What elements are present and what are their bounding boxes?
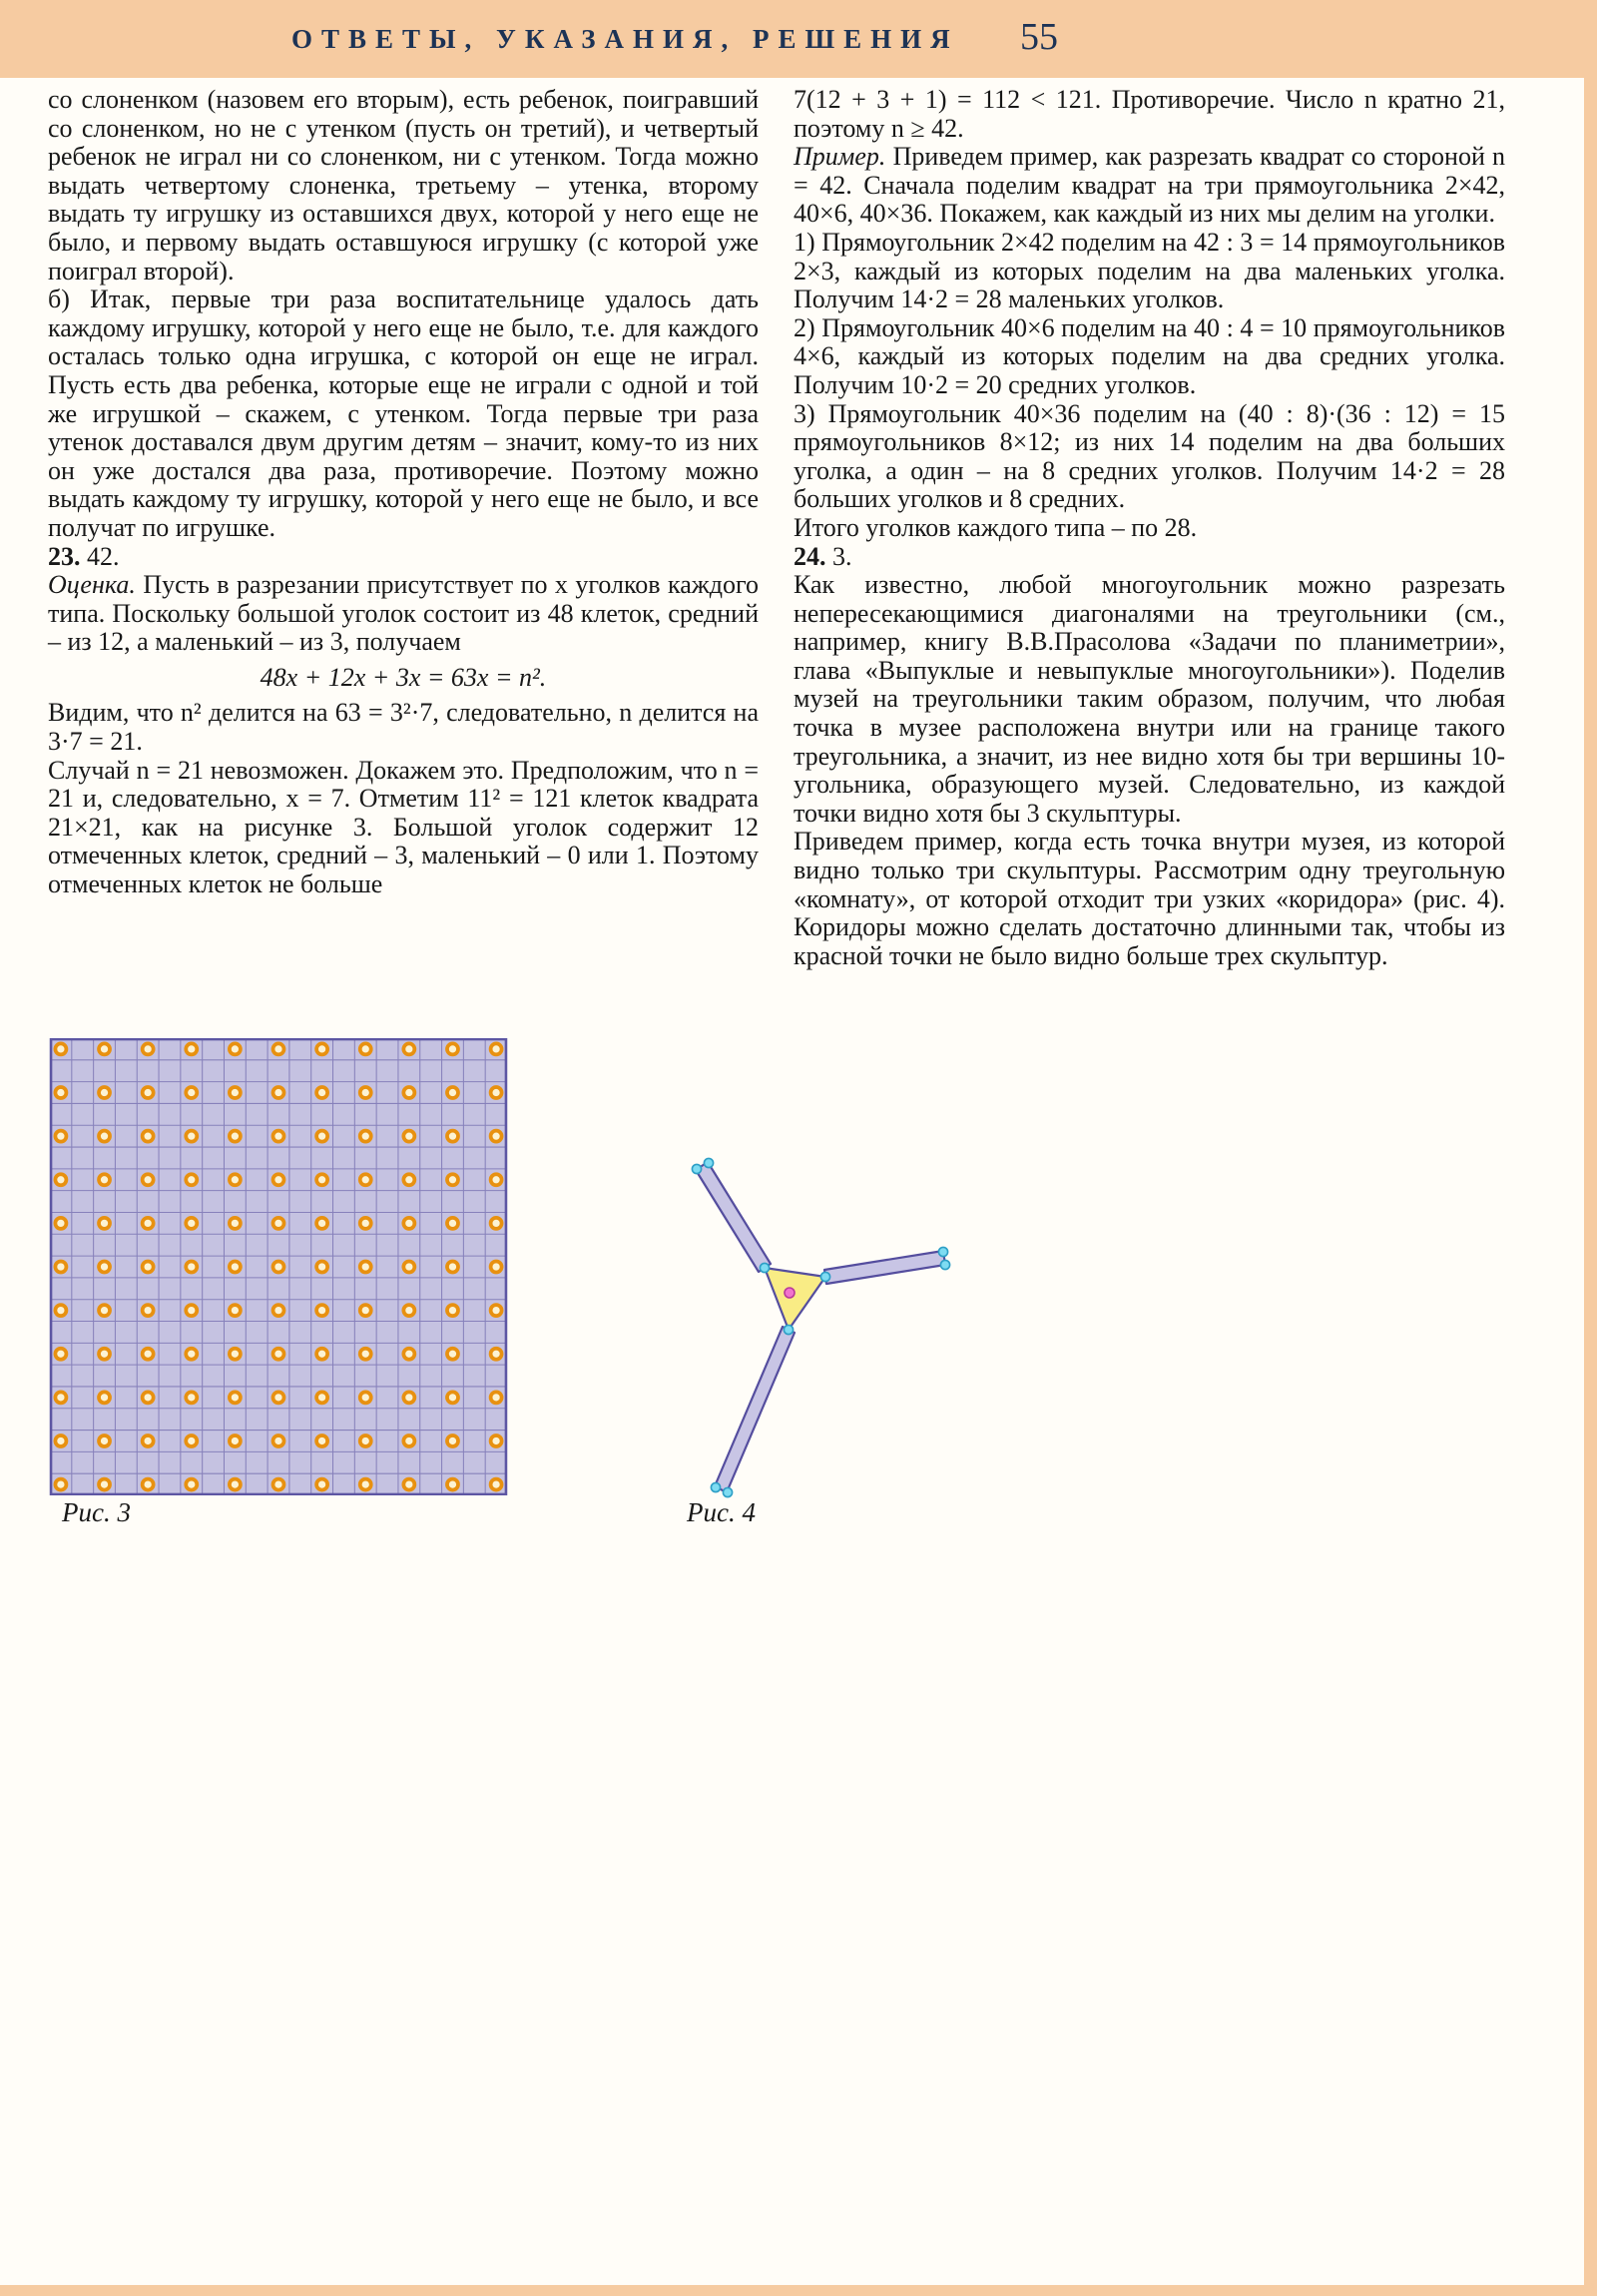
- marked-cell-dot: [55, 1479, 66, 1490]
- answer-text: 42.: [87, 541, 120, 571]
- marked-cell-dot: [272, 1174, 283, 1185]
- marked-cell-dot: [230, 1435, 241, 1446]
- marked-cell-dot: [272, 1479, 283, 1490]
- marked-cell-dot: [99, 1218, 110, 1229]
- marked-cell-dot: [99, 1435, 110, 1446]
- marked-cell-dot: [403, 1392, 414, 1403]
- page-number: 55: [1020, 16, 1058, 58]
- marked-cell-dot: [491, 1174, 502, 1185]
- marked-cell-dot: [316, 1392, 327, 1403]
- marked-cell-dot: [143, 1392, 154, 1403]
- marked-cell-dot: [360, 1218, 371, 1229]
- text-paragraph: [48, 571, 759, 657]
- paragraph-text: Приведем пример, как разрезать квадрат со стороной n = 42. Сначала поделим квадрат на три прямоугольника 2×42, 40×6, 40×36. Покажем, как каждый из них мы делим на уголки.: [794, 142, 1506, 229]
- text-paragraph: Приведем пример, когда есть точка внутри музея, из которой видно только три скульптуры. Рассмотрим одну треугольную «комнату», от которой отходит три узких «коридора» (рис. 4). Коридоры можно сделать достаточно длинными так, чтобы из красной точки не было видно больше трех скульптур.: [794, 827, 1505, 970]
- marked-cell-dot: [403, 1174, 414, 1185]
- marked-cell-dot: [272, 1043, 283, 1054]
- marked-cell-dot: [230, 1392, 241, 1403]
- marked-cell-dot: [272, 1131, 283, 1142]
- figure-4-drawing: [639, 1146, 978, 1505]
- red-point-dot: [785, 1288, 795, 1298]
- marked-cell-dot: [491, 1261, 502, 1272]
- text-paragraph: 7(12 + 3 + 1) = 112 < 121. Противоречие. Число n кратно 21, поэтому n ≥ 42.: [794, 85, 1505, 143]
- marked-cell-dot: [99, 1131, 110, 1142]
- figure-4-caption: Рис. 4: [687, 1497, 756, 1527]
- marked-cell-dot: [447, 1174, 458, 1185]
- figure-4-canvas: [639, 1146, 978, 1510]
- left-column: [48, 86, 759, 899]
- marked-cell-dot: [99, 1349, 110, 1360]
- marked-cell-dot: [143, 1435, 154, 1446]
- marked-cell-dot: [143, 1174, 154, 1185]
- marked-cell-dot: [316, 1087, 327, 1098]
- sculpture-dot: [704, 1158, 713, 1167]
- marked-cell-dot: [143, 1479, 154, 1490]
- figure-4: [639, 1146, 978, 1505]
- marked-cell-dot: [403, 1305, 414, 1316]
- marked-cell-dot: [316, 1131, 327, 1142]
- marked-cell-dot: [55, 1043, 66, 1054]
- marked-cell-dot: [230, 1131, 241, 1142]
- marked-cell-dot: [447, 1305, 458, 1316]
- marked-cell-dot: [55, 1392, 66, 1403]
- corridor-shape: [715, 1327, 795, 1492]
- text-paragraph: со слоненком (назовем его вторым), есть ребенок, поигравший со слоненком, но не с утенком (пусть он третий), и четвертый ребенок не играл ни со слоненком, ни с утенком. Тогда можно выдать четвертому слоненка, третьему – утенка, второму выдать ту игрушку из оставшихся двух, которой у него еще не было, и первому выдать оставшуюся игрушку (с которой уже поиграл второй).: [48, 85, 759, 286]
- marked-cell-dot: [272, 1435, 283, 1446]
- marked-cell-dot: [143, 1261, 154, 1272]
- marked-cell-dot: [491, 1218, 502, 1229]
- text-paragraph: [794, 543, 1505, 572]
- marked-cell-dot: [447, 1218, 458, 1229]
- figure-3-grid: [48, 1038, 509, 1495]
- marked-cell-dot: [143, 1043, 154, 1054]
- marked-cell-dot: [143, 1131, 154, 1142]
- marked-cell-dot: [186, 1305, 197, 1316]
- sculpture-dot: [940, 1260, 949, 1269]
- marked-cell-dot: [99, 1261, 110, 1272]
- marked-cell-dot: [316, 1261, 327, 1272]
- marked-cell-dot: [316, 1435, 327, 1446]
- marked-cell-dot: [99, 1392, 110, 1403]
- marked-cell-dot: [360, 1087, 371, 1098]
- marked-cell-dot: [55, 1218, 66, 1229]
- marked-cell-dot: [230, 1174, 241, 1185]
- marked-cell-dot: [360, 1479, 371, 1490]
- marked-cell-dot: [403, 1349, 414, 1360]
- marked-cell-dot: [230, 1305, 241, 1316]
- marked-cell-dot: [99, 1305, 110, 1316]
- marked-cell-dot: [186, 1218, 197, 1229]
- marked-cell-dot: [230, 1479, 241, 1490]
- marked-cell-dot: [230, 1087, 241, 1098]
- marked-cell-dot: [186, 1174, 197, 1185]
- marked-cell-dot: [403, 1218, 414, 1229]
- marked-cell-dot: [447, 1392, 458, 1403]
- marked-cell-dot: [272, 1261, 283, 1272]
- marked-cell-dot: [360, 1043, 371, 1054]
- marked-cell-dot: [272, 1087, 283, 1098]
- marked-cell-dot: [316, 1305, 327, 1316]
- text-paragraph: Видим, что n² делится на 63 = 3²·7, следовательно, n делится на 3·7 = 21.: [48, 698, 760, 757]
- sculpture-dot: [723, 1487, 732, 1496]
- marked-cell-dot: [230, 1349, 241, 1360]
- marked-cell-dot: [447, 1087, 458, 1098]
- figure-3-canvas: [48, 1038, 509, 1500]
- paragraph-text: Пусть в разрезании присутствует по x уголков каждого типа. Поскольку большой уголок состоит из 48 клеток, средний – из 12, а маленький – из 3, получаем: [48, 570, 759, 657]
- marked-cell-dot: [360, 1305, 371, 1316]
- marked-cell-dot: [316, 1218, 327, 1229]
- marked-cell-dot: [447, 1349, 458, 1360]
- bottom-border-strip: [0, 2285, 1597, 2296]
- problem-number: 24.: [794, 541, 826, 571]
- answer-text: 3.: [832, 541, 852, 571]
- marked-cell-dot: [491, 1087, 502, 1098]
- text-paragraph: [794, 143, 1505, 229]
- marked-cell-dot: [186, 1349, 197, 1360]
- run-in-heading: Оценка.: [48, 570, 136, 600]
- marked-cell-dot: [186, 1392, 197, 1403]
- figure-3-caption: Рис. 3: [62, 1497, 131, 1527]
- run-in-heading: Пример.: [794, 142, 886, 172]
- marked-cell-dot: [143, 1218, 154, 1229]
- marked-cell-dot: [360, 1392, 371, 1403]
- marked-cell-dot: [360, 1261, 371, 1272]
- sculpture-dot: [692, 1164, 701, 1173]
- marked-cell-dot: [491, 1349, 502, 1360]
- problem-number: 23.: [48, 541, 81, 571]
- marked-cell-dot: [360, 1435, 371, 1446]
- marked-cell-dot: [316, 1043, 327, 1054]
- marked-cell-dot: [99, 1043, 110, 1054]
- marked-cell-dot: [143, 1305, 154, 1316]
- marked-cell-dot: [491, 1043, 502, 1054]
- marked-cell-dot: [272, 1392, 283, 1403]
- marked-cell-dot: [491, 1305, 502, 1316]
- marked-cell-dot: [186, 1043, 197, 1054]
- marked-cell-dot: [99, 1174, 110, 1185]
- marked-cell-dot: [360, 1131, 371, 1142]
- marked-cell-dot: [272, 1218, 283, 1229]
- marked-cell-dot: [186, 1479, 197, 1490]
- sculpture-dot: [711, 1482, 720, 1491]
- marked-cell-dot: [55, 1261, 66, 1272]
- text-paragraph: 3) Прямоугольник 40×36 поделим на (40 : 8)·(36 : 12) = 15 прямоугольников 8×12; из них 14 поделим на два больших уголка, а один – на 8 средних уголков. Получим 14·2 = 28 больших уголков и 8 средних.: [794, 398, 1505, 514]
- marked-cell-dot: [403, 1479, 414, 1490]
- marked-cell-dot: [55, 1174, 66, 1185]
- marked-cell-dot: [403, 1043, 414, 1054]
- marked-cell-dot: [447, 1261, 458, 1272]
- marked-cell-dot: [403, 1087, 414, 1098]
- text-paragraph: 2) Прямоугольник 40×6 поделим на 40 : 4 = 10 прямоугольников 4×6, каждый из которых поделим на два средних уголка. Получим 10·2 = 20 средних уголков.: [794, 312, 1505, 399]
- marked-cell-dot: [272, 1349, 283, 1360]
- sculpture-dot: [820, 1272, 829, 1281]
- header-bar: [0, 0, 1597, 78]
- marked-cell-dot: [360, 1174, 371, 1185]
- marked-cell-dot: [447, 1131, 458, 1142]
- marked-cell-dot: [55, 1435, 66, 1446]
- marked-cell-dot: [360, 1349, 371, 1360]
- corridor-shape: [824, 1251, 945, 1284]
- text-paragraph: Как известно, любой многоугольник можно разрезать непересекающимися диагоналями на треугольники (см., например, книгу В.В.Прасолова «Задачи по планиметрии», глава «Выпуклые и невыпуклые многоугольники»). Поделив музей на треугольники таким образом, получим, что любая точка в музее расположена внутри или на границе такого треугольника, а значит, из нее видно хотя бы три вершины 10-угольника, образующего музей. Следовательно, из каждой точки видно хотя бы 3 скульптуры.: [794, 570, 1505, 828]
- marked-cell-dot: [447, 1435, 458, 1446]
- figure-3: [48, 1038, 509, 1495]
- text-paragraph: 1) Прямоугольник 2×42 поделим на 42 : 3 = 14 прямоугольников 2×3, каждый из которых поделим на два маленьких уголка. Получим 14·2 = 28 маленьких уголков.: [794, 227, 1505, 314]
- marked-cell-dot: [272, 1305, 283, 1316]
- marked-cell-dot: [491, 1479, 502, 1490]
- marked-cell-dot: [55, 1131, 66, 1142]
- marked-cell-dot: [99, 1479, 110, 1490]
- marked-cell-dot: [186, 1261, 197, 1272]
- marked-cell-dot: [403, 1435, 414, 1446]
- marked-cell-dot: [186, 1131, 197, 1142]
- marked-cell-dot: [403, 1131, 414, 1142]
- sculpture-dot: [784, 1325, 793, 1334]
- marked-cell-dot: [403, 1261, 414, 1272]
- right-column: [794, 86, 1505, 970]
- text-paragraph: Итого уголков каждого типа – по 28.: [794, 512, 1198, 542]
- marked-cell-dot: [230, 1261, 241, 1272]
- marked-cell-dot: [230, 1218, 241, 1229]
- marked-cell-dot: [447, 1479, 458, 1490]
- text-paragraph: Случай n = 21 невозможен. Докажем это. Предположим, что n = 21 и, следовательно, x = 7. Отметим 11² = 121 клеток квадрата 21×21, как на рисунке 3. Большой уголок содержит 12 отмеченных клеток, средний – 3, маленький – 0 или 1. Поэтому отмеченных клеток не больше: [48, 755, 759, 899]
- marked-cell-dot: [55, 1087, 66, 1098]
- marked-cell-dot: [316, 1174, 327, 1185]
- marked-cell-dot: [491, 1392, 502, 1403]
- marked-cell-dot: [186, 1087, 197, 1098]
- marked-cell-dot: [55, 1305, 66, 1316]
- sculpture-dot: [938, 1247, 947, 1256]
- formula: 48x + 12x + 3x = 63x = n².: [260, 662, 547, 692]
- marked-cell-dot: [491, 1435, 502, 1446]
- marked-cell-dot: [55, 1349, 66, 1360]
- marked-cell-dot: [316, 1479, 327, 1490]
- marked-cell-dot: [99, 1087, 110, 1098]
- text-paragraph: [48, 543, 759, 572]
- marked-cell-dot: [316, 1349, 327, 1360]
- room-triangle: [765, 1268, 825, 1330]
- sculpture-dot: [760, 1263, 769, 1272]
- marked-cell-dot: [186, 1435, 197, 1446]
- text-paragraph: б) Итак, первые три раза воспитательнице удалось дать каждому игрушку, которой у него еще не было, т.е. для каждого осталась только одна игрушка, с которой он еще не играл. Пусть есть два ребенка, которые еще не играли с одной и той же игрушкой – скажем, с утенком. Тогда первые три раза утенок доставался двум другим детям – значит, кому-то из них он уже достался два раза, противоречие. Поэтому можно выдать каждому ту игрушку, которой у него еще не было, и все получат по игрушке.: [48, 285, 759, 542]
- marked-cell-dot: [447, 1043, 458, 1054]
- page-header-title: ОТВЕТЫ, УКАЗАНИЯ, РЕШЕНИЯ: [291, 24, 959, 54]
- marked-cell-dot: [143, 1349, 154, 1360]
- corridor-shape: [696, 1162, 771, 1272]
- marked-cell-dot: [230, 1043, 241, 1054]
- marked-cell-dot: [491, 1131, 502, 1142]
- right-border-strip: [1584, 0, 1597, 2296]
- marked-cell-dot: [143, 1087, 154, 1098]
